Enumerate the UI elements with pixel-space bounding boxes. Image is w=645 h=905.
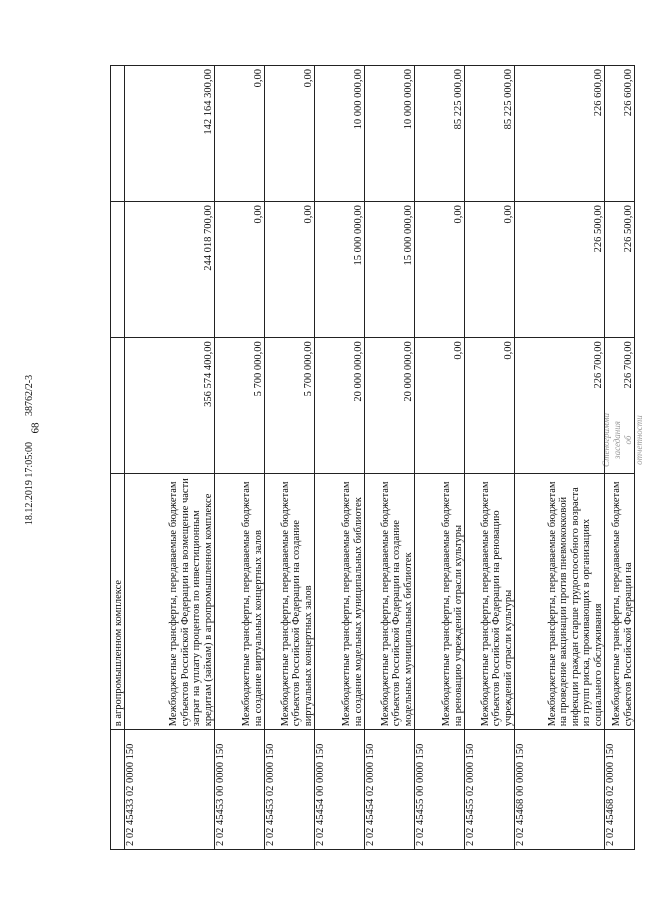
table-row: [315, 66, 365, 850]
row-value-3: 85 225 000,00: [415, 66, 465, 202]
row-value-3: 226 600,00: [605, 66, 635, 202]
stamp-line: Стенограмма заседания: [601, 412, 623, 468]
row-value-2: 15 000 000,00: [365, 202, 415, 338]
row-value-3: 10 000 000,00: [365, 66, 415, 202]
table-row: [465, 66, 515, 850]
page-number: 68: [29, 422, 42, 434]
table-row: [125, 66, 215, 850]
row-value-3: [111, 66, 125, 202]
budget-table: [110, 65, 635, 850]
footer-datetime: 18.12.2019 17:05:00: [24, 442, 35, 526]
row-code: 2 02 45453 02 0000 150: [265, 730, 315, 850]
row-value-1: 226 700,00: [605, 338, 635, 474]
row-code: 2 02 45455 02 0000 150: [465, 730, 515, 850]
row-value-3: 226 600,00: [515, 66, 605, 202]
row-value-1: 20 000 000,00: [365, 338, 415, 474]
row-value-3: 85 225 000,00: [465, 66, 515, 202]
row-name: Межбюджетные трансферты, передаваемые бюджетам субъектов Российской Федерации на создание виртуальных концертных залов: [265, 474, 315, 730]
row-code: 2 02 45454 00 0000 150: [315, 730, 365, 850]
row-value-1: 20 000 000,00: [315, 338, 365, 474]
row-value-3: 10 000 000,00: [315, 66, 365, 202]
row-value-1: 226 700,00: [515, 338, 605, 474]
row-name: в агропромышленном комплексе: [111, 474, 125, 730]
row-code: 2 02 45454 02 0000 150: [365, 730, 415, 850]
table-row: [415, 66, 465, 850]
row-name: Межбюджетные трансферты, передаваемые бюджетам субъектов Российской Федерации на реновацию учреждений отрасли культуры: [465, 474, 515, 730]
row-value-2: 226 500,00: [605, 202, 635, 338]
stamp-line: об отчетности: [623, 415, 645, 465]
row-code: 2 02 45468 00 0000 150: [515, 730, 605, 850]
row-value-3: 0,00: [265, 66, 315, 202]
row-value-3: 0,00: [215, 66, 265, 202]
table-row: [215, 66, 265, 850]
table-row: [515, 66, 605, 850]
row-value-2: 0,00: [415, 202, 465, 338]
row-name: Межбюджетные трансферты, передаваемые бюджетам субъектов Российской Федерации на: [605, 474, 635, 730]
table-row: [605, 66, 635, 850]
row-name: Межбюджетные трансферты, передаваемые бюджетам субъектов Российской Федерации на возмещение части затрат на уплату процентов по инвестиционным кредитам (займам) в агропромышленном комплексе: [125, 474, 215, 730]
row-value-2: 244 018 700,00: [125, 202, 215, 338]
row-code: 2 02 45433 02 0000 150: [125, 730, 215, 850]
row-value-1: [111, 338, 125, 474]
row-value-1: 0,00: [465, 338, 515, 474]
row-value-2: 0,00: [265, 202, 315, 338]
row-name: Межбюджетные трансферты, передаваемые бюджетам на создание модельных муниципальных библиотек: [315, 474, 365, 730]
row-name: Межбюджетные трансферты, передаваемые бюджетам субъектов Российской Федерации на создание модельных муниципальных библиотек: [365, 474, 415, 730]
row-name: Межбюджетные трансферты, передаваемые бюджетам на проведение вакцинации против пневмококковой инфекции граждан старше трудоспособного возраста из групп риска, проживающих в организациях социального обслуживания: [515, 474, 605, 730]
row-name: Межбюджетные трансферты, передаваемые бюджетам на создание виртуальных концертных залов: [215, 474, 265, 730]
row-value-2: [111, 202, 125, 338]
row-name: Межбюджетные трансферты, передаваемые бюджетам на реновацию учреждений отрасли культуры: [415, 474, 465, 730]
row-value-2: 0,00: [465, 202, 515, 338]
table-row: [111, 66, 125, 850]
row-value-1: 356 574 400,00: [125, 338, 215, 474]
row-value-1: 5 700 000,00: [265, 338, 315, 474]
row-code: 2 02 45455 00 0000 150: [415, 730, 465, 850]
row-value-2: 226 500,00: [515, 202, 605, 338]
row-value-1: 5 700 000,00: [215, 338, 265, 474]
footer-doc-id: 38762/2-3: [24, 374, 35, 417]
row-value-3: 142 164 300,00: [125, 66, 215, 202]
table-row: [365, 66, 415, 850]
row-value-1: 0,00: [415, 338, 465, 474]
row-value-2: 0,00: [215, 202, 265, 338]
row-code: 2 02 45468 02 0000 150: [605, 730, 635, 850]
table-row: [265, 66, 315, 850]
row-code: [111, 730, 125, 850]
row-code: 2 02 45453 00 0000 150: [215, 730, 265, 850]
row-value-2: 15 000 000,00: [315, 202, 365, 338]
footer: [24, 375, 35, 525]
